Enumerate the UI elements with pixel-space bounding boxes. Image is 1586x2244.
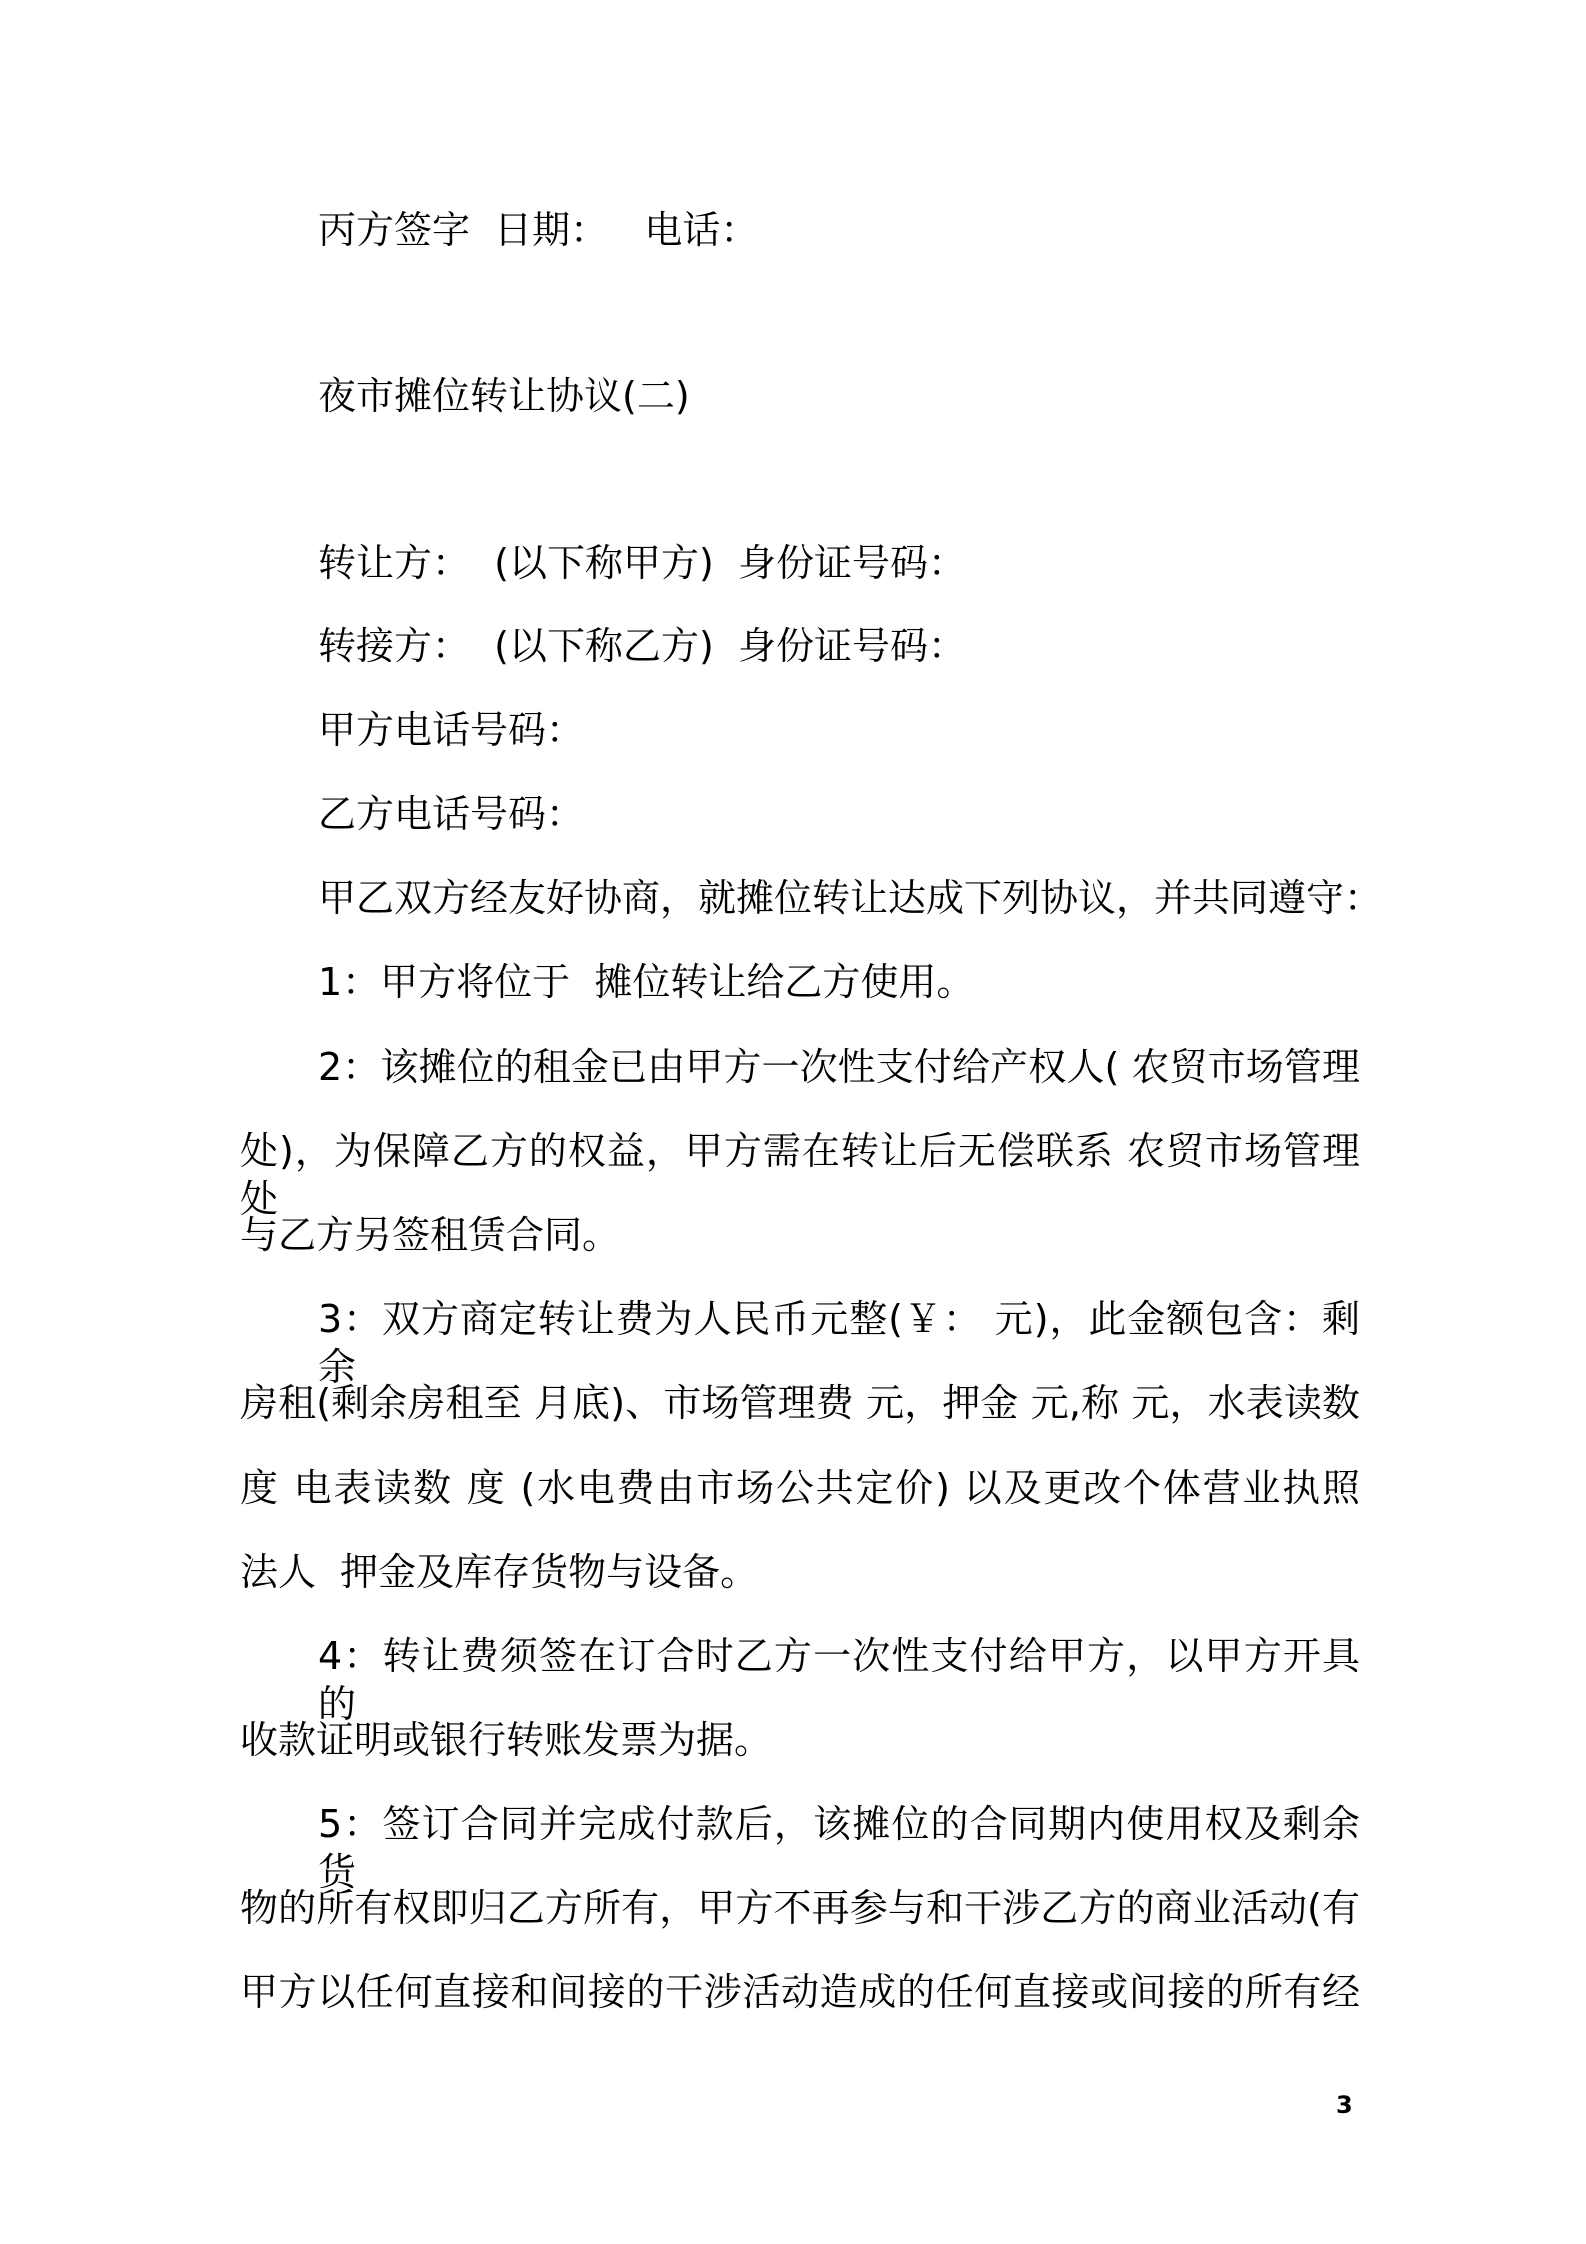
agreement-intro: 甲乙双方经友好协商，就摊位转让达成下列协议，并共同遵守：: [318, 876, 1383, 920]
page-number: 3: [1336, 2091, 1353, 2119]
clause-5-line-3: 甲方以任何直接和间接的干涉活动造成的任何直接或间接的所有经: [240, 1970, 1360, 2014]
party-b-phone-line: 乙方电话号码：: [318, 792, 585, 836]
clause-3-line-3: 度 电表读数 度 (水电费由市场公共定价) 以及更改个体营业执照: [240, 1466, 1360, 1510]
clause-2-line-2: 处)，为保障乙方的权益，甲方需在转让后无偿联系 农贸市场管理处: [240, 1129, 1360, 1221]
clause-4-line-2: 收款证明或银行转账发票为据。: [240, 1718, 773, 1762]
clause-5-line-1: 5：签订合同并完成付款后，该摊位的合同期内使用权及剩余货: [318, 1802, 1360, 1894]
clause-3-line-2: 房租(剩余房租至 月底)、市场管理费 元，押金 元,称 元，水表读数: [240, 1381, 1360, 1425]
document-title: 夜市摊位转让协议(二): [318, 374, 690, 418]
clause-3-line-1: 3：双方商定转让费为人民币元整(￥： 元)，此金额包含：剩余: [318, 1297, 1360, 1389]
party-a-phone-line: 甲方电话号码：: [318, 708, 585, 752]
transferee-line: 转接方： (以下称乙方) 身份证号码：: [318, 624, 966, 668]
clause-3-line-4: 法人 押金及库存货物与设备。: [240, 1550, 759, 1594]
transferor-line: 转让方： (以下称甲方) 身份证号码：: [318, 541, 966, 585]
clause-4-line-1: 4：转让费须签在订合时乙方一次性支付给甲方，以甲方开具的: [318, 1634, 1360, 1726]
clause-2-line-1: 2：该摊位的租金已由甲方一次性支付给产权人( 农贸市场管理: [318, 1045, 1360, 1089]
clause-1: 1：甲方将位于 摊位转让给乙方使用。: [318, 960, 975, 1004]
clause-2-line-3: 与乙方另签租赁合同。: [240, 1213, 621, 1257]
signature-line-party-c: 丙方签字 日期： 电话：: [318, 208, 759, 252]
clause-5-line-2: 物的所有权即归乙方所有，甲方不再参与和干涉乙方的商业活动(有: [240, 1886, 1360, 1930]
